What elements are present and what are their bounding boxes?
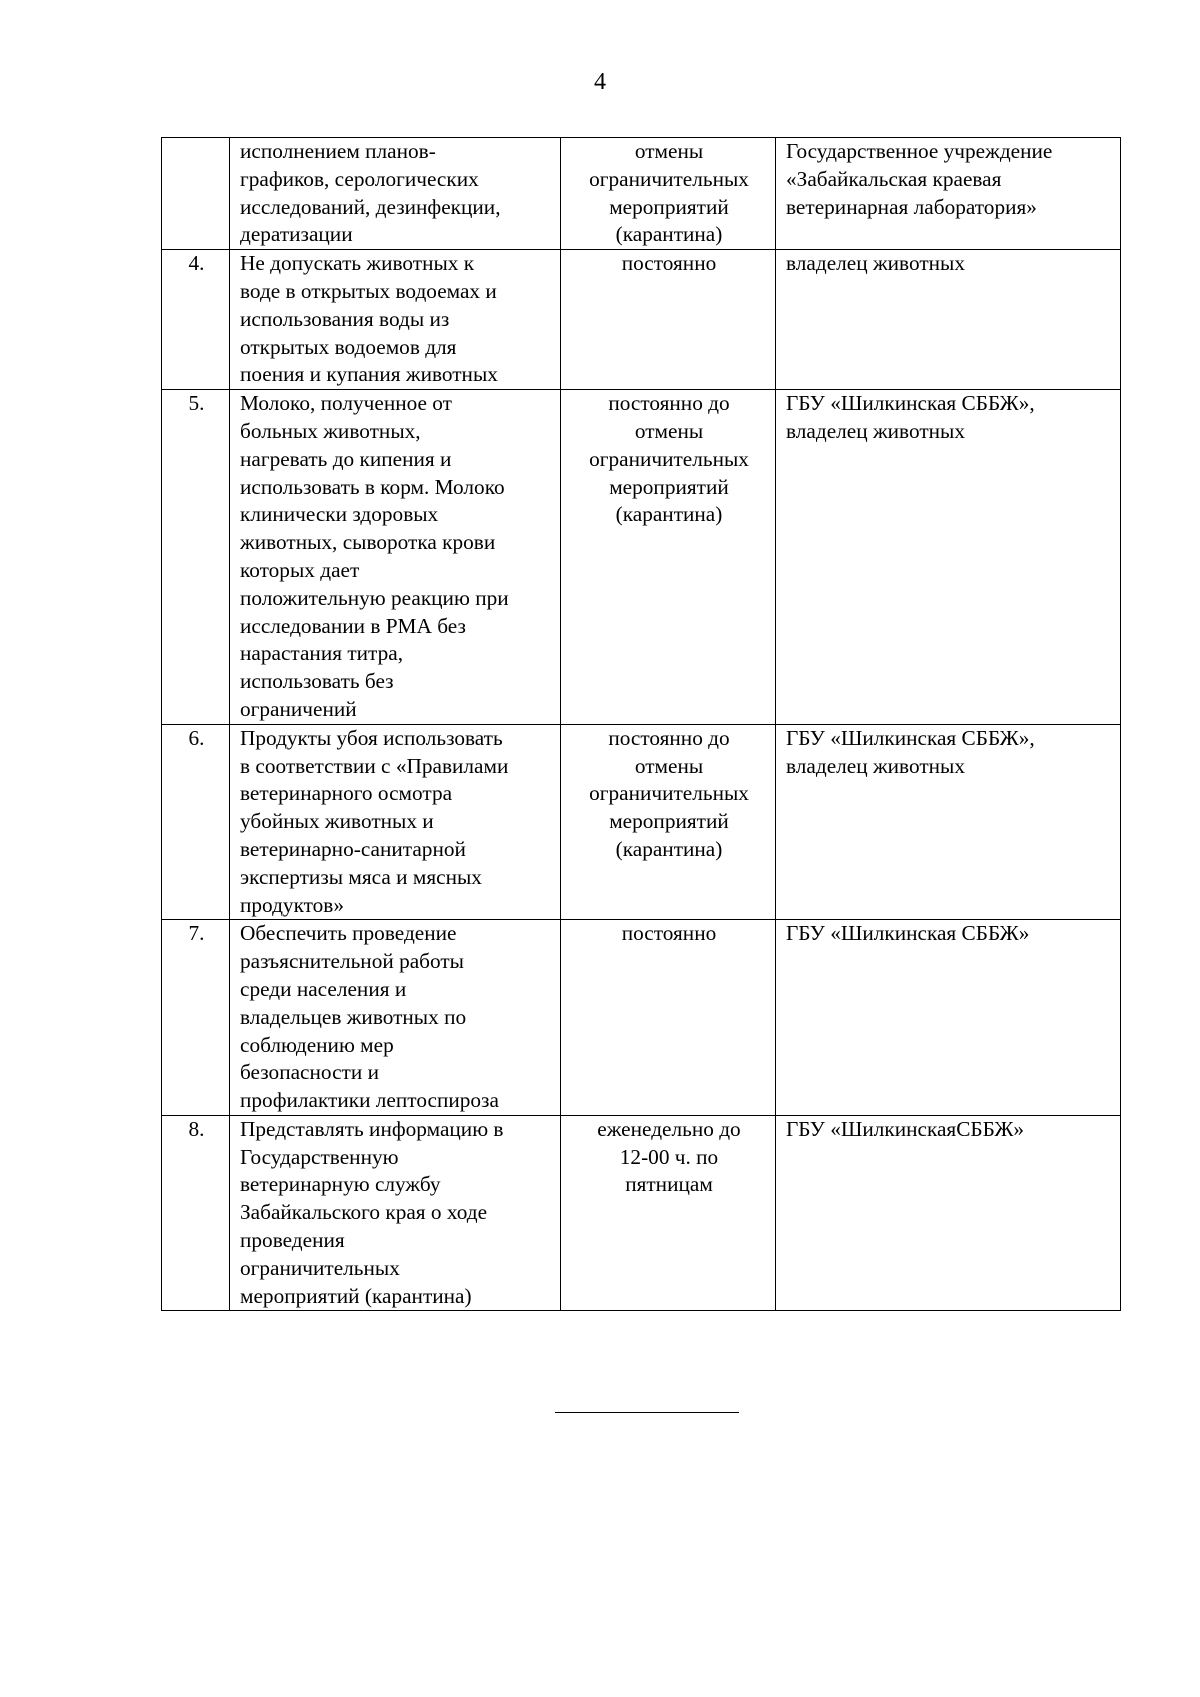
table-row: [162, 250, 1121, 390]
row-number: 5.: [162, 390, 230, 725]
table-row: [162, 1115, 1121, 1311]
row-term: постоянно до отмены ограничительных мероприятий (карантина): [561, 724, 776, 920]
table-row: [162, 920, 1121, 1116]
row-responsible: владелец животных: [776, 250, 1121, 390]
page-number: 4: [594, 69, 606, 95]
row-action: Представлять информацию в Государственную ветеринарную службу Забайкальского края о ходе проведения ограничительных мероприятий (карантина): [230, 1115, 561, 1311]
row-responsible: ГБУ «Шилкинская СББЖ», владелец животных: [776, 724, 1121, 920]
row-action: исполнением планов- графиков, серологических исследований, дезинфекции, дератизации: [230, 138, 561, 250]
row-term: постоянно до отмены ограничительных мероприятий (карантина): [561, 390, 776, 725]
row-term: еженедельно до 12-00 ч. по пятницам: [561, 1115, 776, 1311]
row-number: 4.: [162, 250, 230, 390]
row-responsible: Государственное учреждение «Забайкальская краевая ветеринарная лаборатория»: [776, 138, 1121, 250]
row-term: постоянно: [561, 250, 776, 390]
row-action: Не допускать животных к воде в открытых водоемах и использования воды из открытых водоемов для поения и купания животных: [230, 250, 561, 390]
row-responsible: ГБУ «ШилкинскаяСББЖ»: [776, 1115, 1121, 1311]
row-number: 6.: [162, 724, 230, 920]
row-action: Обеспечить проведение разъяснительной работы среди населения и владельцев животных по соблюдению мер безопасности и профилактики лептоспироза: [230, 920, 561, 1116]
measures-table: [161, 137, 1121, 1311]
row-responsible: ГБУ «Шилкинская СББЖ», владелец животных: [776, 390, 1121, 725]
row-action: Молоко, полученное от больных животных, нагревать до кипения и использовать в корм. Молоко клинически здоровых животных, сыворотка крови которых дает положительную реакцию при исследовании в РМА без нарастания титра, использовать без ограничений: [230, 390, 561, 725]
footer-rule: [555, 1412, 739, 1413]
row-number: 7.: [162, 920, 230, 1116]
table-row: [162, 390, 1121, 725]
table-row: [162, 138, 1121, 250]
row-number: 8.: [162, 1115, 230, 1311]
row-term: отмены ограничительных мероприятий (карантина): [561, 138, 776, 250]
row-action: Продукты убоя использовать в соответствии с «Правилами ветеринарного осмотра убойных животных и ветеринарно-санитарной экспертизы мяса и мясных продуктов»: [230, 724, 561, 920]
row-number: [162, 138, 230, 250]
row-term: постоянно: [561, 920, 776, 1116]
table-row: [162, 724, 1121, 920]
row-responsible: ГБУ «Шилкинская СББЖ»: [776, 920, 1121, 1116]
